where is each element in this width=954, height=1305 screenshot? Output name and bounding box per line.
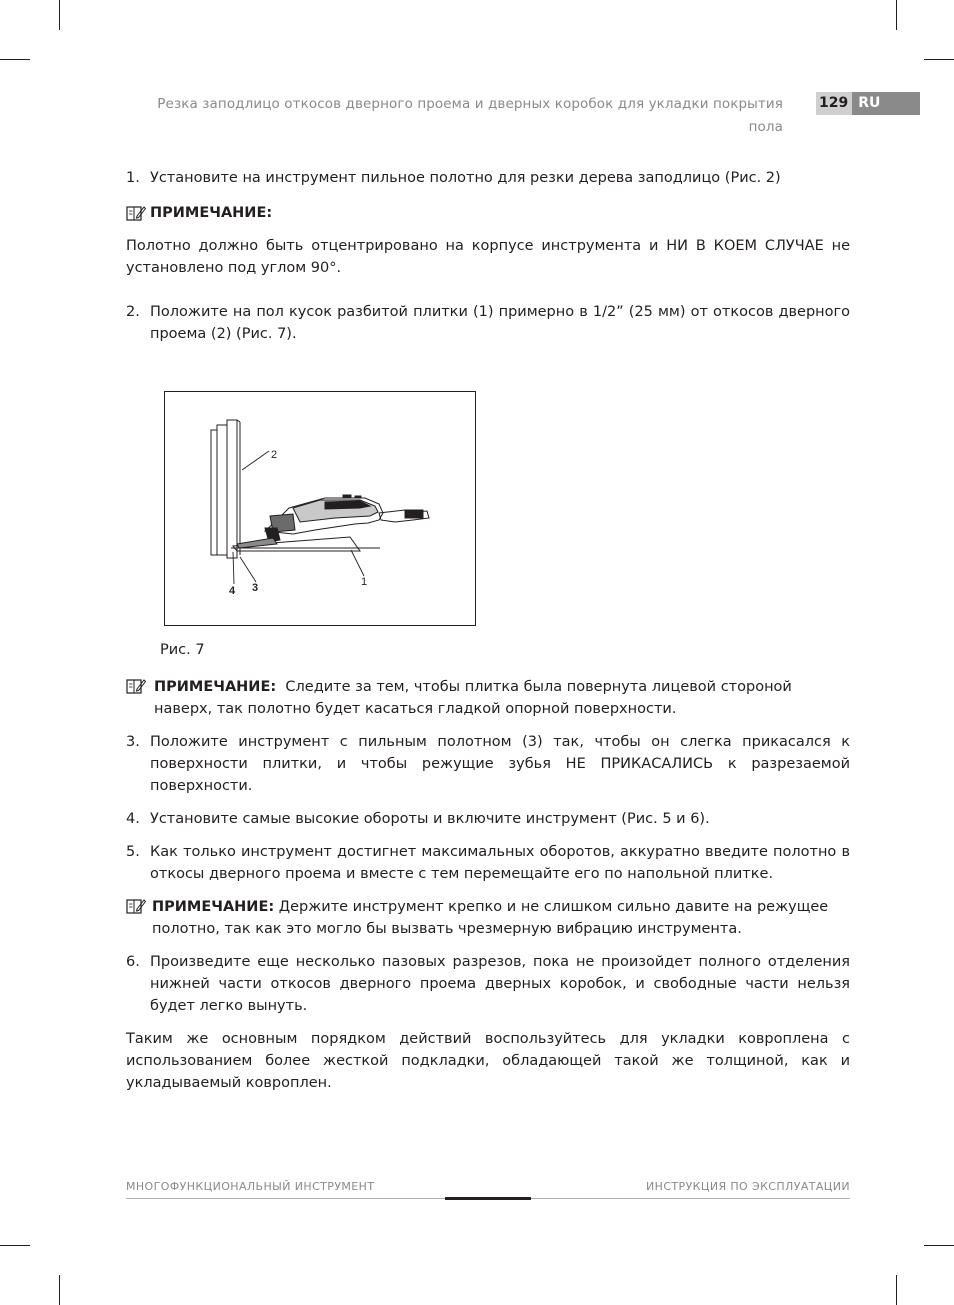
multitool (237, 495, 429, 548)
step-number: 4. (126, 811, 140, 827)
note-2 (126, 676, 850, 720)
step-number: 6. (126, 954, 140, 970)
page-number: 129 (816, 92, 852, 115)
step-5 (126, 841, 850, 885)
footer-rule-accent (445, 1197, 531, 1200)
step-text: Положите инструмент с пильным полотном (3) так, чтобы он слегка прикасался к поверхности плитки, и чтобы режущие зубья НЕ ПРИКАСАЛИСЬ к разрезаемой поверхности. (150, 734, 850, 794)
note-book-icon (126, 205, 146, 221)
step-4 (126, 808, 850, 830)
note-label: ПРИМЕЧАНИЕ: (150, 205, 273, 221)
note-text: Следите за тем, чтобы плитка была повернута лицевой стороной наверх, так полотно будет касаться гладкой опорной поверхности. (154, 679, 792, 717)
crop-mark (0, 59, 30, 60)
note-book-icon (126, 678, 146, 694)
callout-3: 3 (252, 582, 259, 594)
crop-mark (59, 0, 60, 30)
step-text: Положите на пол кусок разбитой плитки (1) примерно в 1/2” (25 мм) от откосов дверного проема (2) (Рис. 7). (150, 304, 850, 342)
figure-caption: Рис. 7 (160, 642, 205, 658)
door-jamb (211, 420, 240, 558)
step-text: Произведите еще несколько пазовых разрезов, пока не произойдет полного отделения нижней части откосов дверного проема дверных коробок, и свободные части нельзя будет легко вынуть. (150, 954, 850, 1014)
figure-7 (164, 391, 476, 626)
crop-mark (924, 1245, 954, 1246)
step-number: 1. (126, 170, 140, 186)
step-text: Как только инструмент достигнет максимальных оборотов, аккуратно введите полотно в откосы дверного проема и вместе с тем перемещайте его по напольной плитке. (150, 844, 850, 882)
step-text: Установите самые высокие обороты и включите инструмент (Рис. 5 и 6). (150, 811, 710, 827)
step-number: 2. (126, 304, 140, 320)
note-heading (126, 202, 850, 224)
figure-7-drawing (165, 392, 474, 624)
crop-mark (0, 1245, 30, 1246)
page-badge (816, 92, 920, 115)
step-text: Установите на инструмент пильное полотно для резки дерева заподлицо (Рис. 2) (150, 170, 781, 186)
step-1 (126, 167, 850, 189)
crop-mark (59, 1275, 60, 1305)
note-text: Держите инструмент крепко и не слишком сильно давите на режущее полотно, так как это могло бы вызвать чрезмерную вибрацию инструмента. (152, 899, 829, 937)
main-content (126, 167, 850, 1094)
note-label: ПРИМЕЧАНИЕ: (154, 679, 277, 695)
language-tag: RU (852, 92, 920, 115)
step-3 (126, 731, 850, 797)
note-3 (126, 896, 850, 940)
footer-product: МНОГОФУНКЦИОНАЛЬНЫЙ ИНСТРУМЕНТ (126, 1180, 375, 1193)
step-number: 5. (126, 844, 140, 860)
running-header: Резка заподлицо откосов дверного проема и дверных коробок для укладки покрытия пола (157, 96, 783, 135)
note-book-icon (126, 898, 146, 914)
note-text: Полотно должно быть отцентрировано на корпусе инструмента и НИ В КОЕМ СЛУЧАЕ не установлено под углом 90°. (126, 238, 850, 276)
crop-mark (896, 1275, 897, 1305)
footer-doc-type: ИНСТРУКЦИЯ ПО ЭКСПЛУАТАЦИИ (646, 1180, 850, 1193)
crop-mark (896, 0, 897, 30)
step-2 (126, 301, 850, 345)
step-6 (126, 951, 850, 1017)
step-number: 3. (126, 734, 140, 750)
crop-mark (924, 59, 954, 60)
callout-4: 4 (229, 585, 236, 597)
callout-2: 2 (271, 449, 278, 461)
closing-paragraph: Таким же основным порядком действий воспользуйтесь для укладки ковроплена с использованием более жесткой подкладки, обладающей такой же толщиной, как и укладываемый ковроплен. (126, 1031, 850, 1091)
note-label: ПРИМЕЧАНИЕ: (152, 899, 275, 915)
callout-1: 1 (361, 576, 368, 588)
